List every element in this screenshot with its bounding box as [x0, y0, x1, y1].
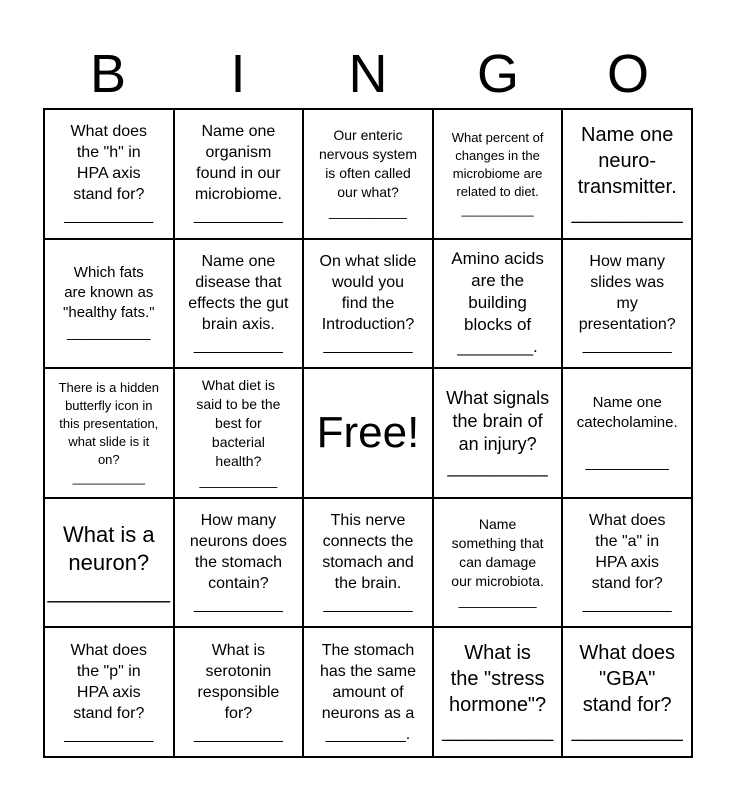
- bingo-cell-text: What does "GBA" stand for? __________: [571, 642, 683, 743]
- free-space-label: Free!: [316, 407, 420, 457]
- bingo-cell-text: What percent of changes in the microbiome are related to diet. __________: [451, 129, 544, 217]
- bingo-cell[interactable]: [44, 368, 174, 498]
- bingo-cell-text: This nerve connects the stomach and the brain. __________: [322, 512, 414, 614]
- bingo-cell-text: On what slide would you find the Introduction? __________: [319, 252, 417, 354]
- bingo-board: [43, 108, 693, 758]
- bingo-cell[interactable]: [303, 109, 433, 239]
- bingo-cell[interactable]: [303, 627, 433, 757]
- bingo-cell[interactable]: [433, 368, 563, 498]
- header-letter-g: G: [476, 44, 519, 104]
- bingo-cell[interactable]: [174, 627, 304, 757]
- bingo-cell-text: There is a hidden butterfly icon in this presentation, what slide is it on? __________: [58, 379, 160, 485]
- bingo-cell[interactable]: [433, 627, 563, 757]
- header-letter-n: N: [348, 44, 388, 104]
- header-letter-i: I: [230, 44, 246, 104]
- bingo-cell[interactable]: [174, 239, 304, 369]
- bingo-cell[interactable]: [44, 627, 174, 757]
- bingo-cell-text: What is serotonin responsible for? __________: [193, 641, 283, 743]
- bingo-cell[interactable]: [562, 109, 692, 239]
- bingo-cell-text: How many neurons does the stomach contain? __________: [189, 512, 287, 614]
- bingo-cell[interactable]: [562, 498, 692, 628]
- bingo-cell-text: Our enteric nervous system is often called our what? __________: [318, 127, 418, 220]
- bingo-cell[interactable]: [303, 498, 433, 628]
- bingo-cell[interactable]: [562, 239, 692, 369]
- bingo-cell-text: Name something that can damage our microbiota. __________: [451, 516, 544, 609]
- bingo-cell-text: The stomach has the same amount of neurons as a _________.: [319, 641, 417, 743]
- bingo-cell-text: Name one disease that effects the gut brain axis. __________: [188, 252, 289, 354]
- bingo-cell-text: Name one organism found in our microbiome. __________: [193, 123, 283, 225]
- bingo-cell-text: Name one catecholamine. __________: [576, 393, 678, 471]
- bingo-cell[interactable]: [174, 498, 304, 628]
- bingo-cell[interactable]: [303, 239, 433, 369]
- bingo-cell-text: Which fats are known as "healthy fats." __________: [63, 264, 155, 342]
- bingo-cell-text: What is a neuron? __________: [47, 521, 170, 603]
- bingo-cell-text: What signals the brain of an injury? __________: [446, 387, 550, 477]
- bingo-cell[interactable]: [44, 498, 174, 628]
- bingo-cell[interactable]: [433, 109, 563, 239]
- bingo-cell-text: What is the "stress hormone"? __________: [441, 642, 554, 743]
- header-letter-o: O: [606, 44, 649, 104]
- bingo-cell[interactable]: [562, 627, 692, 757]
- bingo-cell[interactable]: [44, 239, 174, 369]
- bingo-cell[interactable]: [174, 368, 304, 498]
- bingo-cell[interactable]: [174, 109, 304, 239]
- bingo-cell-text: What does the "a" in HPA axis stand for? __________: [582, 512, 672, 614]
- free-space-cell[interactable]: [303, 368, 433, 498]
- bingo-cell-text: Name one neuro- transmitter. __________: [571, 123, 683, 224]
- bingo-cell-text: What diet is said to be the best for bacterial health? __________: [196, 376, 281, 488]
- bingo-cell-text: What does the "p" in HPA axis stand for? __________: [64, 641, 154, 743]
- bingo-header: [43, 40, 693, 108]
- bingo-cell[interactable]: [433, 498, 563, 628]
- bingo-cell-text: Amino acids are the building blocks of ________.: [451, 249, 544, 357]
- bingo-cell[interactable]: [433, 239, 563, 369]
- bingo-cell[interactable]: [562, 368, 692, 498]
- bingo-cell[interactable]: [44, 109, 174, 239]
- bingo-cell-text: How many slides was my presentation? __________: [578, 252, 676, 354]
- bingo-cell-text: What does the "h" in HPA axis stand for? __________: [64, 123, 154, 225]
- header-letter-b: B: [89, 44, 127, 104]
